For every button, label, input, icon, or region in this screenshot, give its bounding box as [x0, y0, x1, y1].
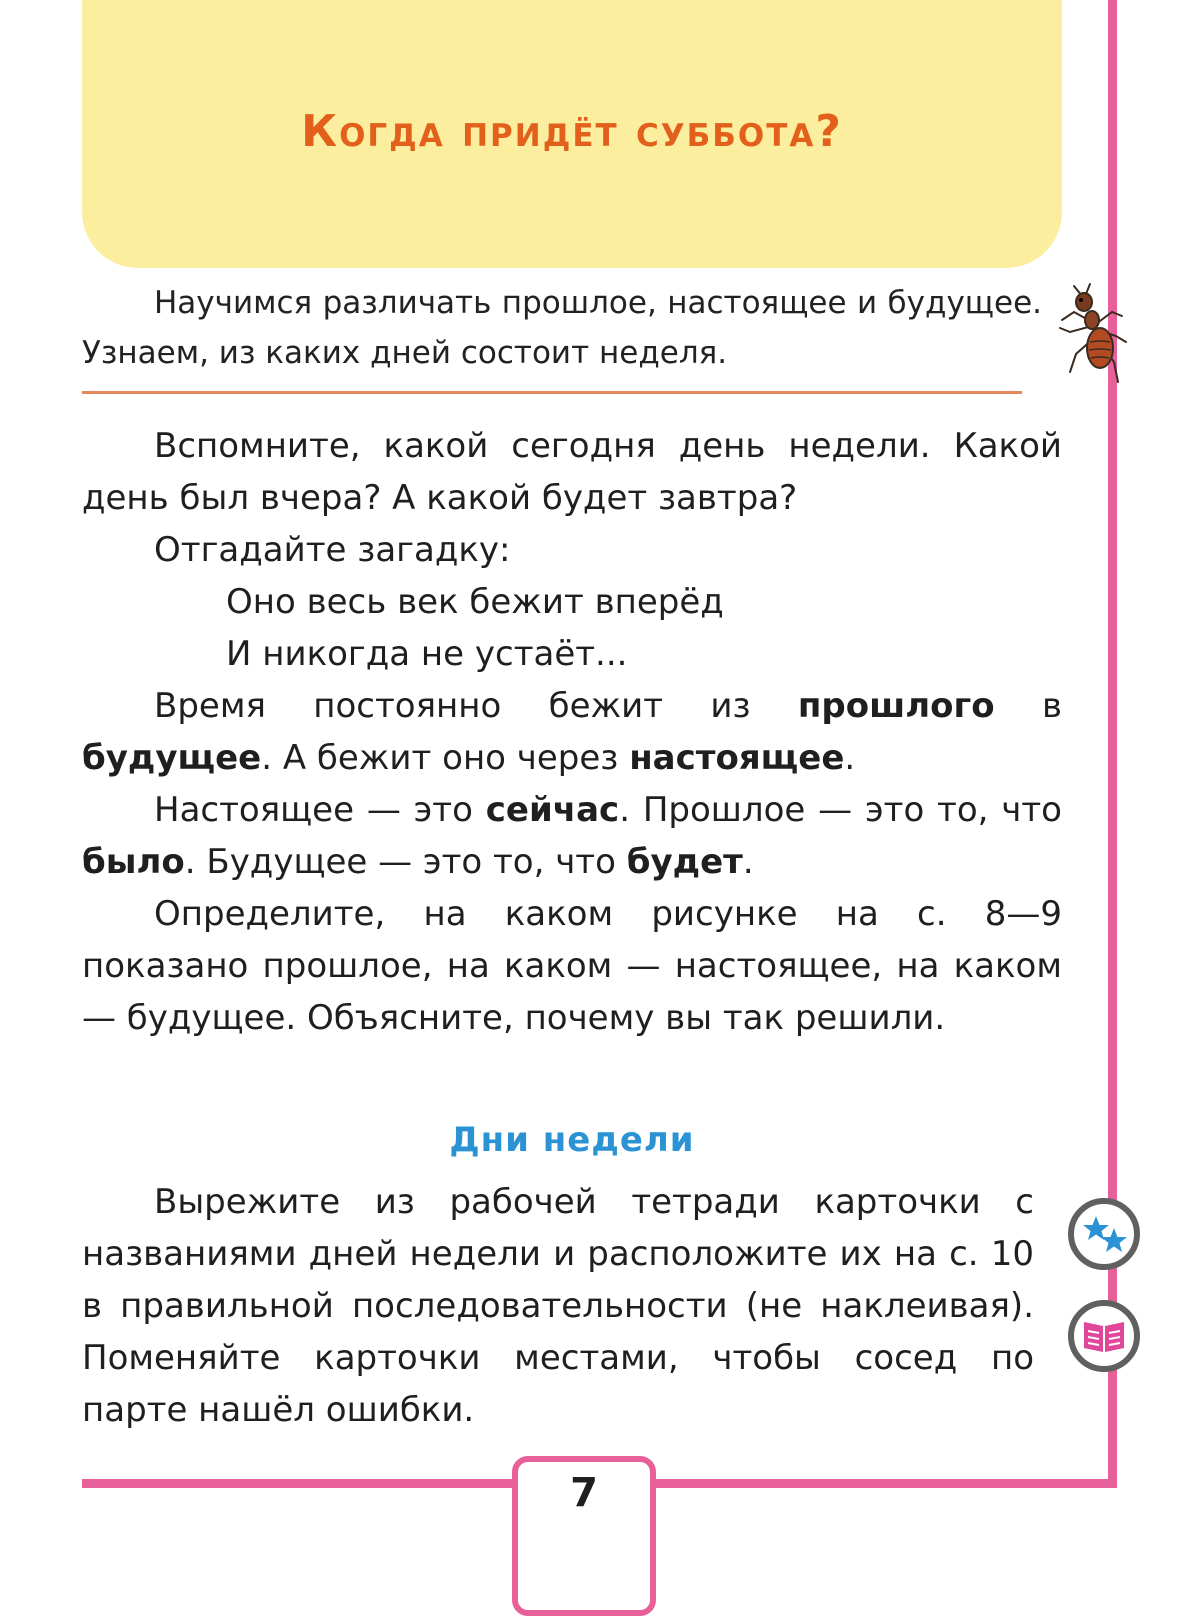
stars-icon [1068, 1198, 1140, 1270]
term-present: настоящее [629, 738, 845, 778]
term-past: прошлого [797, 686, 995, 726]
page-number: 7 [570, 1470, 598, 1516]
section-paragraph: Вырежите из рабочей тетради карточки с названиями дней недели и расположите их на с. 10 в правильной последовательности (не наклеивая). Поменяйте карточки местами, чтобы сосед по парте нашёл ошибки. [82, 1182, 1034, 1430]
page-title: Когда придёт суббота? [301, 106, 843, 157]
riddle-line-1: Оно весь век бежит вперёд [226, 582, 724, 622]
term-will-be: будет [626, 842, 743, 882]
text-fragment: . Прошлое — это то, что [619, 790, 1062, 830]
text-fragment: в [994, 686, 1062, 726]
text-fragment: Время постоянно бежит из [154, 686, 798, 726]
title-banner [82, 0, 1062, 268]
ant-icon [1052, 282, 1132, 392]
section-title: Дни недели [449, 1120, 695, 1160]
text-fragment: . А бежит оно через [261, 738, 630, 778]
term-now: сейчас [485, 790, 620, 830]
text-fragment: . [844, 738, 856, 778]
term-future: будущее [82, 738, 262, 778]
book-glyph [1074, 1306, 1134, 1366]
main-text [82, 420, 1062, 1044]
section-body [82, 1176, 1034, 1436]
paragraph-riddle-intro: Отгадайте загадку: [154, 530, 511, 570]
lesson-goals [82, 278, 1042, 378]
riddle-line-2: И никогда не устаёт... [226, 634, 628, 674]
paragraph-questions: Вспомните, какой сегодня день недели. Какой день был вчера? А какой будет завтра? [82, 426, 1062, 518]
text-fragment: Настоящее — это [154, 790, 486, 830]
book-icon [1068, 1300, 1140, 1372]
paragraph-definitions [82, 784, 1062, 888]
text-fragment: . [742, 842, 754, 882]
divider [82, 391, 1022, 394]
lesson-goals-text: Научимся различать прошлое, настоящее и будущее. Узнаем, из каких дней состоит неделя. [82, 285, 1042, 371]
stars-glyph [1074, 1204, 1134, 1264]
paragraph-task: Определите, на каком рисунке на с. 8—9 показано прошлое, на каком — настоящее, на каком — будущее. Объясните, почему вы так решили. [82, 894, 1062, 1038]
text-fragment: . Будущее — это то, что [184, 842, 627, 882]
page-number-box [512, 1456, 656, 1616]
paragraph-time [82, 680, 1062, 784]
term-was: было [82, 842, 185, 882]
